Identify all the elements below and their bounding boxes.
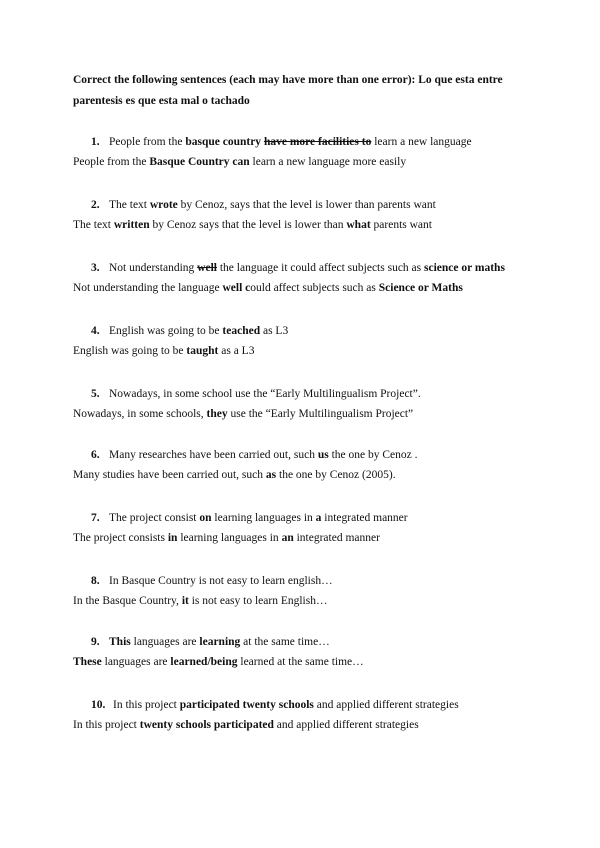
bold-text: as: [265, 469, 277, 481]
text-segment: learned at the same time…: [237, 656, 364, 668]
question-sentence: [73, 571, 553, 591]
bold-text: on: [199, 512, 212, 524]
item-number: 9.: [91, 636, 100, 648]
corrected-sentence: [73, 152, 553, 172]
text-segment: The text: [109, 199, 150, 211]
corrected-sentence: [73, 215, 553, 235]
bold-text: a: [315, 512, 322, 524]
bold-text: participated twenty schools: [179, 699, 314, 711]
text-segment: Many studies have been carried out, such: [73, 469, 266, 481]
corrected-sentence: [73, 465, 553, 485]
bold-text: Science or Maths: [378, 282, 463, 294]
corrected-sentence: [73, 591, 553, 611]
struck-text: have more facilities to: [263, 136, 372, 148]
bold-text: science or maths: [424, 262, 505, 274]
exercise-item: [73, 508, 553, 548]
corrected-sentence: [73, 404, 553, 424]
text-segment: Not understanding: [109, 262, 198, 274]
corrected-sentence: [73, 528, 553, 548]
text-segment: is not easy to learn English…: [188, 595, 328, 607]
text-segment: In this project: [113, 699, 180, 711]
item-number: 10.: [91, 699, 106, 711]
bold-text: learned/being: [170, 656, 238, 668]
bold-text: These: [73, 656, 102, 668]
exercise-item: [73, 632, 553, 672]
corrected-sentence: [73, 278, 553, 298]
corrected-sentence: [73, 715, 553, 735]
text-segment: learning languages in: [177, 532, 282, 544]
text-segment: as a L3: [218, 345, 255, 357]
struck-text: well: [197, 262, 217, 274]
text-segment: Nowadays, in some schools,: [73, 408, 207, 420]
bold-text: basque country: [185, 136, 262, 148]
bold-text: in: [167, 532, 178, 544]
bold-text: twenty schools participated: [139, 719, 274, 731]
text-segment: English was going to be: [73, 345, 187, 357]
text-segment: learn a new language more easily: [249, 156, 407, 168]
bold-text: learning: [199, 636, 241, 648]
item-number: 5.: [91, 388, 100, 400]
text-segment: In the Basque Country,: [73, 595, 182, 607]
bold-text: they: [206, 408, 228, 420]
item-number: 3.: [91, 262, 100, 274]
item-number: 1.: [91, 136, 100, 148]
text-segment: People from the: [109, 136, 186, 148]
question-sentence: [73, 258, 553, 278]
exercise-item: [73, 321, 553, 361]
corrected-sentence: [73, 652, 553, 672]
bold-text: wrote: [149, 199, 178, 211]
text-segment: the one by Cenoz (2005).: [276, 469, 396, 481]
exercise-item: [73, 445, 553, 485]
question-sentence: [73, 195, 553, 215]
text-segment: parents want: [370, 219, 432, 231]
bold-text: This: [109, 636, 131, 648]
question-sentence: [73, 445, 553, 465]
text-segment: use the “Early Multilingualism Project”: [227, 408, 414, 420]
text-segment: learn a new language: [371, 136, 472, 148]
bold-text: well c: [222, 282, 251, 294]
exercise-item: [73, 195, 553, 235]
exercise-item: [73, 258, 553, 298]
text-segment: the language it could affect subjects such as: [216, 262, 425, 274]
text-segment: by Cenoz says that the level is lower than: [149, 219, 347, 231]
item-number: 7.: [91, 512, 100, 524]
text-segment: In this project: [73, 719, 140, 731]
question-sentence: [73, 695, 553, 715]
text-segment: at the same time…: [240, 636, 330, 648]
text-segment: the one by Cenoz .: [328, 449, 418, 461]
text-segment: The project consists: [73, 532, 168, 544]
exercise-item: [73, 384, 553, 424]
text-segment: ould affect subjects such as: [250, 282, 379, 294]
text-segment: as L3: [260, 325, 289, 337]
text-segment: In Basque Country is not easy to learn english…: [109, 575, 333, 587]
question-sentence: [73, 508, 553, 528]
exercise-item: [73, 132, 553, 172]
item-number: 4.: [91, 325, 100, 337]
question-sentence: [73, 384, 553, 404]
question-sentence: [73, 632, 553, 652]
text-segment: Many researches have been carried out, such: [109, 449, 318, 461]
text-segment: integrated manner: [321, 512, 408, 524]
bold-text: taught: [186, 345, 219, 357]
text-segment: Not understanding the language: [73, 282, 223, 294]
question-sentence: [73, 132, 553, 152]
bold-text: teached: [222, 325, 261, 337]
bold-text: us: [317, 449, 329, 461]
exercise-item: [73, 571, 553, 611]
text-segment: languages are: [101, 656, 171, 668]
exercise-item: [73, 695, 553, 735]
text-segment: The project consist: [109, 512, 200, 524]
text-segment: and applied different strategies: [273, 719, 419, 731]
bold-text: Basque Country can: [149, 156, 250, 168]
item-number: 6.: [91, 449, 100, 461]
exercise-instructions: Correct the following sentences (each may have more than one error): Lo que esta entre parentesis es que esta mal o tachado: [73, 74, 503, 107]
text-segment: The text: [73, 219, 114, 231]
corrected-sentence: [73, 341, 553, 361]
item-number: 2.: [91, 199, 100, 211]
bold-text: written: [113, 219, 150, 231]
text-segment: and applied different strategies: [313, 699, 459, 711]
text-segment: languages are: [130, 636, 200, 648]
text-segment: by Cenoz, says that the level is lower than parents want: [177, 199, 436, 211]
text-segment: Nowadays, in some school use the “Early Multilingualism Project”.: [109, 388, 421, 400]
bold-text: it: [181, 595, 189, 607]
text-segment: English was going to be: [109, 325, 223, 337]
text-segment: People from the: [73, 156, 150, 168]
question-sentence: [73, 321, 553, 341]
text-segment: learning languages in: [211, 512, 316, 524]
bold-text: what: [346, 219, 371, 231]
text-segment: integrated manner: [293, 532, 380, 544]
bold-text: an: [281, 532, 294, 544]
item-number: 8.: [91, 575, 100, 587]
